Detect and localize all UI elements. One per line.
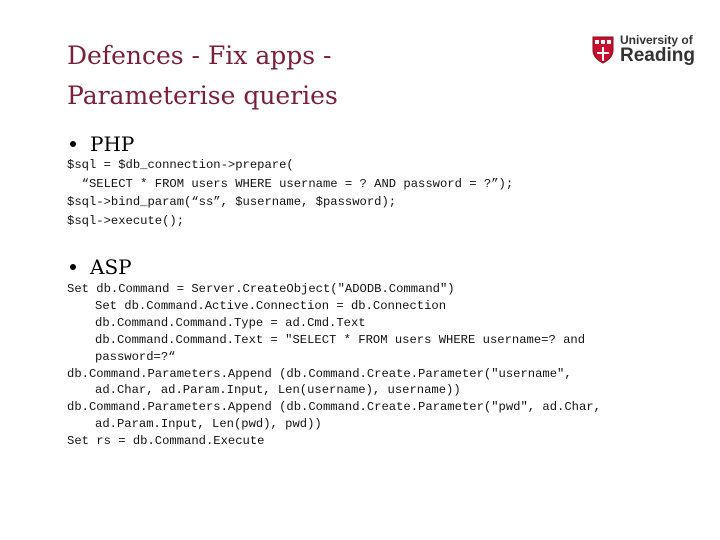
- slide-title: [67, 36, 527, 116]
- logo-text-reading: Reading: [620, 45, 695, 66]
- asp-code-line: Set db.Command = Server.CreateObject("ADODB.Command"): [67, 282, 455, 296]
- university-logo: [592, 33, 695, 68]
- asp-code-line: password=?“: [95, 349, 176, 364]
- asp-code-line: Set rs = db.Command.Execute: [67, 434, 265, 449]
- bullet-asp-label: ASP: [90, 255, 132, 279]
- asp-code-line: db.Command.Parameters.Append (db.Command.Create.Parameter("username",: [67, 366, 572, 381]
- php-code-line: $sql->execute();: [67, 213, 185, 228]
- bullet-dot-icon: [70, 141, 76, 147]
- asp-code-line: db.Command.Parameters.Append (db.Command.Create.Parameter("pwd", ad.Char,: [67, 400, 601, 415]
- php-code-line: $sql->bind_param(“ss”, $username, $password);: [67, 195, 397, 209]
- bullet-dot-icon: [70, 264, 76, 270]
- bullet-php-label: PHP: [90, 132, 135, 156]
- asp-code-line: ad.Char, ad.Param.Input, Len(username), username)): [95, 383, 461, 398]
- asp-code-line: Set db.Command.Active.Connection = db.Connection: [95, 298, 447, 313]
- asp-code-line: db.Command.Command.Type = ad.Cmd.Text: [95, 315, 366, 330]
- bullet-php: [68, 131, 134, 157]
- php-code-line: $sql = $db_connection->prepare(: [67, 158, 294, 172]
- php-code-line: “SELECT * FROM users WHERE username = ? AND password = ?”);: [67, 176, 514, 191]
- logo-text-university-of: University of: [620, 33, 693, 47]
- shield-icon: [592, 36, 614, 64]
- asp-code-block: [67, 281, 601, 450]
- slide-title-line-1: Defences - Fix apps -: [67, 41, 332, 70]
- php-code-block: [67, 156, 513, 230]
- asp-code-line: db.Command.Command.Text = "SELECT * FROM users WHERE username=? and: [95, 332, 586, 347]
- slide-title-line-2: Parameterise queries: [67, 81, 338, 110]
- asp-code-line: ad.Param.Input, Len(pwd), pwd)): [95, 417, 322, 432]
- bullet-asp: [68, 254, 132, 280]
